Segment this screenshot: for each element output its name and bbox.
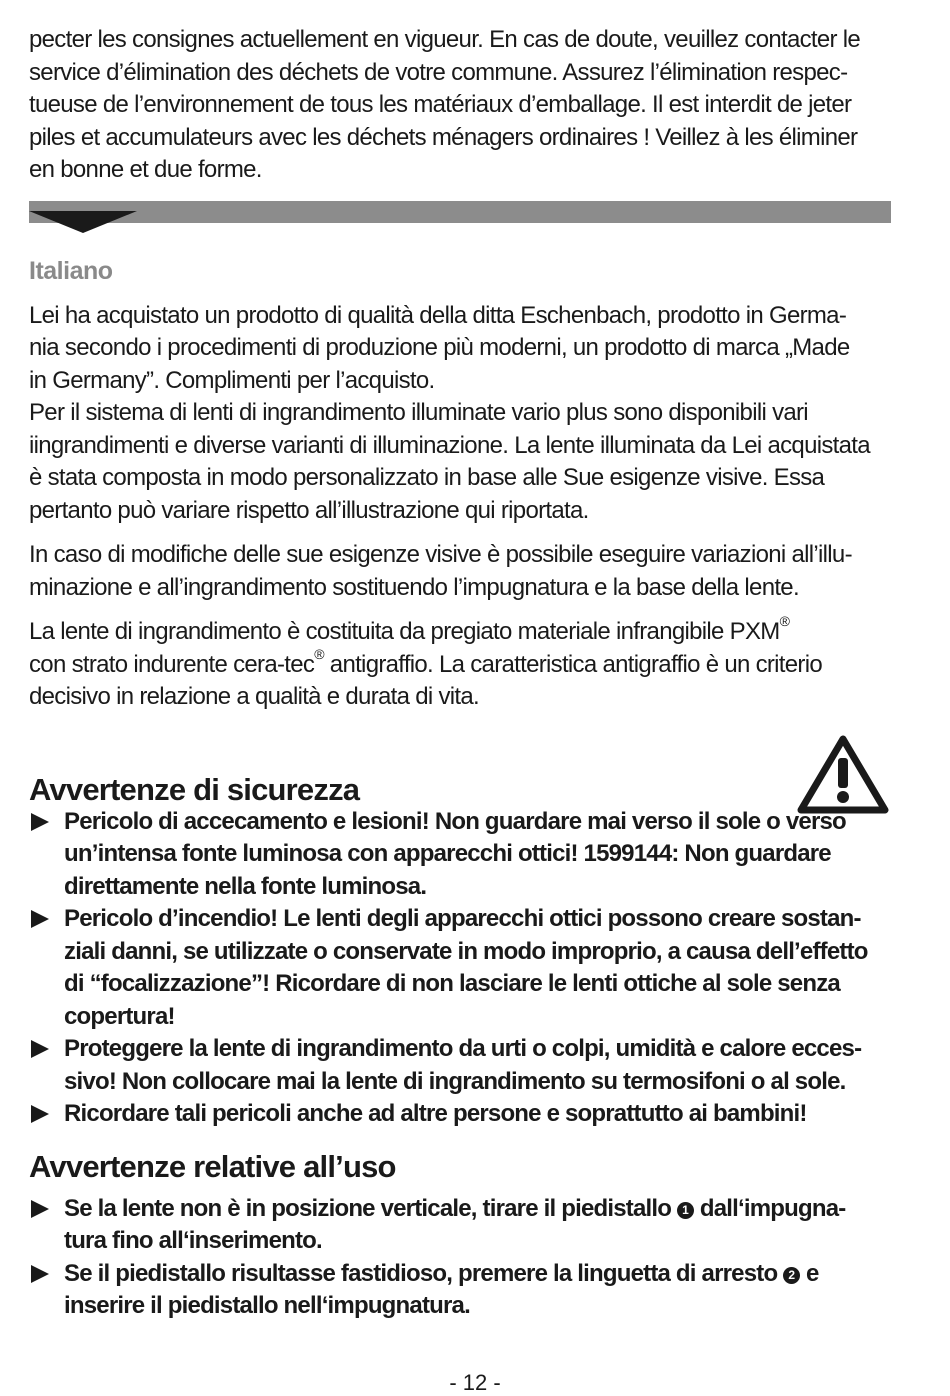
divider-bar [29, 201, 891, 223]
paragraph-system [29, 397, 895, 527]
safety-list [29, 806, 895, 1131]
paragraph-material [29, 613, 895, 714]
text-line: in Germany”. Complimenti per l’acquisto. [29, 366, 435, 394]
language-heading: Italiano [29, 256, 113, 285]
usage-title: Avvertenze relative all’uso [29, 1148, 396, 1184]
page-number: - 12 - [449, 1370, 501, 1395]
text-line: antigraffio. La caratteristica antigraffio è un criterio [323, 650, 822, 678]
text-line: sivo! Non collocare mai la lente di ingrandimento su termosifoni o al sole. [64, 1067, 846, 1095]
intro-line: service d’élimination des déchets de votre commune. Assurez l’élimination respec- [29, 58, 848, 86]
number-badge: 2 [783, 1267, 800, 1284]
page-content [29, 24, 895, 1323]
intro-line: pecter les consignes actuellement en vigueur. En cas de doute, veuillez contacter le [29, 26, 861, 53]
paragraph-purchase [29, 300, 895, 398]
bullet-arrow-icon [31, 1200, 49, 1218]
bullet-arrow-icon [31, 1105, 49, 1123]
bullet-arrow-icon [31, 1265, 49, 1283]
text-line: Pericolo d’incendio! Le lenti degli apparecchi ottici possono creare sostan- [64, 905, 861, 932]
text-line: Se la lente non è in posizione verticale, tirare il piedistallo [64, 1194, 677, 1222]
text-line: nia secondo i procedimenti di produzione più moderni, un prodotto di marca „Made [29, 334, 850, 361]
list-item [29, 903, 895, 1033]
text-line: pertanto può variare rispetto all’illustrazione qui riportata. [29, 496, 589, 524]
number-badge: 1 [677, 1202, 694, 1219]
registered-mark: ® [779, 613, 790, 629]
bullet-arrow-icon [31, 910, 49, 928]
text-line: ziali danni, se utilizzate o conservate in modo improprio, a causa dell’effetto [64, 937, 868, 965]
intro-paragraph [29, 24, 895, 187]
text-line: In caso di modifiche delle sue esigenze visive è possibile eseguire variazioni all’illu- [29, 541, 852, 568]
intro-line: en bonne et due forme. [29, 156, 262, 183]
section-divider [29, 201, 895, 235]
text-line: Lei ha acquistato un prodotto di qualità della ditta Eschenbach, prodotto in Germa- [29, 301, 847, 329]
text-line: e [800, 1259, 819, 1287]
intro-line: tueuse de l’environnement de tous les matériaux d’emballage. Il est interdit de jeter [29, 91, 852, 118]
warning-triangle-icon [796, 734, 890, 816]
list-item [29, 1098, 895, 1131]
bullet-arrow-icon [31, 1040, 49, 1058]
list-item [29, 1258, 895, 1323]
text-line: dall‘impugna- [694, 1194, 846, 1222]
paragraph-changes [29, 539, 895, 604]
registered-mark: ® [314, 645, 324, 662]
text-line: tura fino all‘inserimento. [64, 1227, 322, 1254]
list-item [29, 806, 895, 904]
list-item [29, 1193, 895, 1258]
intro-line: piles et accumulateurs avec les déchets ménagers ordinaires ! Veillez à les éliminer [29, 123, 858, 151]
text-line: Pericolo di accecamento e lesioni! Non guardare mai verso il sole o verso [64, 807, 846, 835]
text-line: Se il piedistallo risultasse fastidioso, premere la linguetta di arresto [64, 1259, 784, 1287]
text-line: decisivo in relazione a qualità e durata di vita. [29, 683, 479, 710]
text-line: Per il sistema di lenti di ingrandimento illuminate vario plus sono disponibili vari [29, 399, 808, 426]
text-line: copertura! [64, 1002, 175, 1030]
text-line: iingrandimenti e diverse varianti di illuminazione. La lente illuminata da Lei acquistata [29, 431, 870, 459]
text-line: inserire il piedistallo nell‘impugnatura. [64, 1292, 470, 1319]
text-line: di “focalizzazione”! Ricordare di non lasciare le lenti ottiche al sole senza [64, 970, 840, 997]
arrow-down-icon [29, 201, 139, 235]
text-line: La lente di ingrandimento è costituita da pregiato materiale infrangibile PXM [29, 618, 780, 645]
text-line: Ricordare tali pericoli anche ad altre persone e soprattutto ai bambini! [64, 1100, 807, 1127]
text-line: è stata composta in modo personalizzato in base alle Sue esigenze visive. Essa [29, 464, 825, 491]
text-line: Proteggere la lente di ingrandimento da urti o colpi, umidità e calore ecces- [64, 1035, 862, 1062]
bullet-arrow-icon [31, 813, 49, 831]
text-line: minazione e all’ingrandimento sostituendo l’impugnatura e la base della lente. [29, 573, 799, 601]
usage-list [29, 1193, 895, 1323]
safety-header [29, 764, 895, 806]
safety-title: Avvertenze di sicurezza [29, 771, 360, 807]
text-line: con strato indurente cera-tec [29, 650, 315, 678]
list-item [29, 1033, 895, 1098]
text-line: un’intensa fonte luminosa con apparecchi ottici! 1599144: Non guardare [64, 840, 831, 867]
text-line: direttamente nella fonte luminosa. [64, 872, 427, 900]
